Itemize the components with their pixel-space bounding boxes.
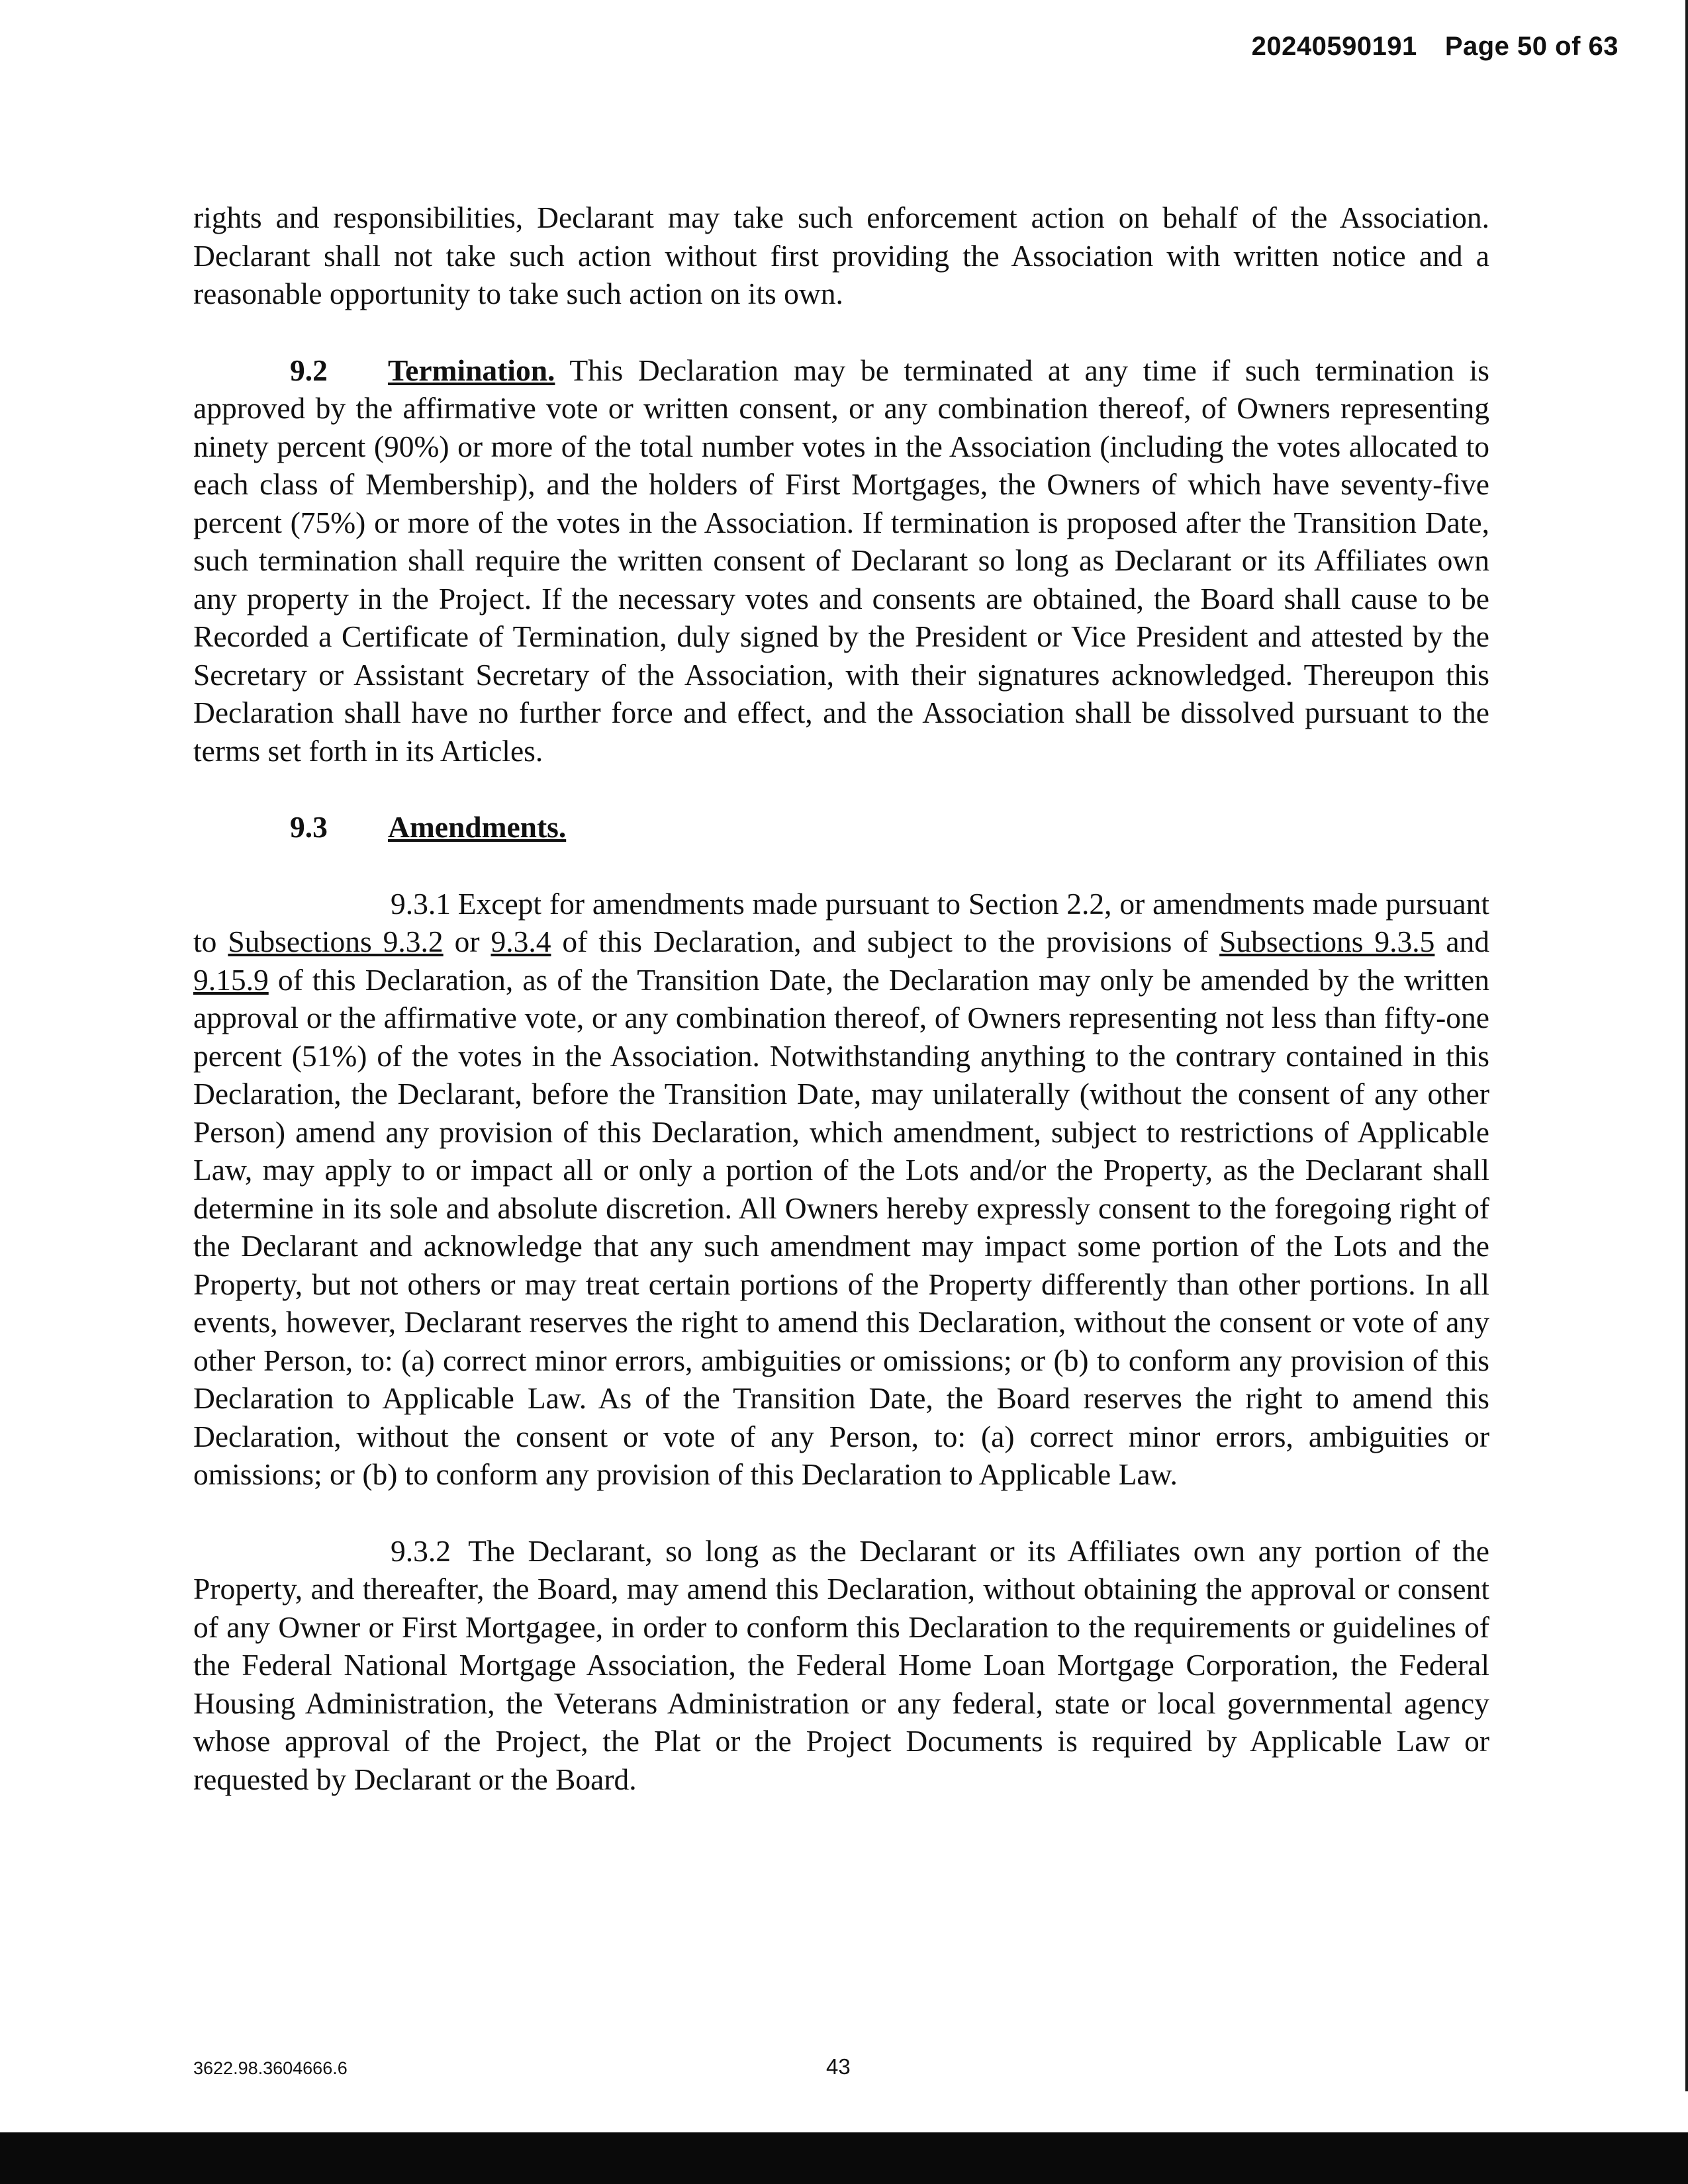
footer-page-number: 43 — [826, 2054, 851, 2079]
subsection-text: Except for amendments made pursuant to Section 2.2, or amendments made pursuant to — [193, 886, 1489, 958]
scan-right-edge — [1685, 0, 1688, 2091]
cross-reference: 9.15.9 — [193, 962, 269, 997]
subsection-number: 9.3.2 — [391, 1533, 451, 1568]
document-number: 20240590191 — [1251, 32, 1417, 61]
continuation-paragraph: rights and responsibilities, Declarant may take such enforcement action on behalf of the Association. Declarant shall not take such action without first providing the Association with written notice and a reasonable opportunity to take such action on its own. — [193, 201, 1489, 310]
section-title: Termination. — [388, 353, 555, 387]
cross-reference: 9.3.4 — [491, 925, 551, 958]
footer-document-id: 3622.98.3604666.6 — [193, 2058, 348, 2078]
section-9-2 — [193, 351, 1489, 770]
page-indicator: Page 50 of 63 — [1444, 32, 1618, 61]
cross-reference: Subsections 9.3.5 — [1219, 925, 1435, 958]
subsection-number: 9.3.1 — [391, 886, 451, 921]
page-header — [1252, 32, 1618, 62]
cross-reference: Subsections 9.3.2 — [228, 925, 444, 958]
section-number: 9.2 — [290, 353, 328, 387]
section-text: This Declaration may be terminated at any time if such termination is approved by the affirmative vote or written consent, or any combination thereof, of Owners representing ninety percent (90%) or more of the total number votes in the Association (including the votes allocated to each class of Membership), and the holders of First Mortgages, the Owners of which have seventy-five percent (75%) or more of the votes in the Association. If termination is proposed after the Transition Date, such termination shall require the written consent of Declarant so long as Declarant or its Affiliates own any property in the Project. If the necessary votes and consents are obtained, the Board shall cause to be Recorded a Certificate of Termination, duly signed by the President or Vice President and attested by the Secretary or Assistant Secretary of the Association, with their signatures acknowledged. Thereupon this Declaration shall have no further force and effect, and the Association shall be dissolved pursuant to the terms set forth in its Articles. — [193, 353, 1489, 768]
scan-bottom-band — [0, 2132, 1688, 2184]
subsection-text: of this Declaration, and subject to the provisions of — [562, 925, 1209, 958]
section-9-3-heading — [193, 808, 1489, 846]
section-title: Amendments. — [388, 810, 567, 844]
document-body — [193, 199, 1489, 1798]
subsection-9-3-2 — [193, 1532, 1489, 1799]
subsection-text: of this Declaration, as of the Transition Date, the Declaration may only be amended by the written approval or the affirmative vote, or any combination thereof, of Owners representing not less than fifty-one percent (51%) of the votes in the Association. Notwithstanding anything to the contrary contained in this Declaration, the Declarant, before the Transition Date, may unilaterally (without the consent of any other Person) amend any provision of this Declaration, which amendment, subject to restrictions of Applicable Law, may apply to or impact all or only a portion of the Lots and/or the Property, as the Declarant shall determine in its sole and absolute discretion. All Owners hereby expressly consent to the foregoing right of the Declarant and acknowledge that any such amendment may impact some portion of the Lots and the Property, but not others or may treat certain portions of the Property differently than other portions. In all events, however, Declarant reserves the right to amend this Declaration, without the consent or vote of any other Person, to: (a) correct minor errors, ambiguities or omissions; or (b) to conform any provision of this Declaration to Applicable Law. As of the Transition Date, the Board reserves the right to amend this Declaration, without the consent or vote of any Person, to: (a) correct minor errors, ambiguities or omissions; or (b) to conform any provision of this Declaration to Applicable Law. — [193, 962, 1489, 1491]
subsection-text: The Declarant, so long as the Declarant or its Affiliates own any portion of the Property, and thereafter, the Board, may amend this Declaration, without obtaining the approval or consent of any Owner or First Mortgagee, in order to conform this Declaration to the requirements or guidelines of the Federal National Mortgage Association, the Federal Home Loan Mortgage Corporation, the Federal Housing Administration, the Veterans Administration or any federal, state or local governmental agency whose approval of the Project, the Plat or the Project Documents is required by Applicable Law or requested by Declarant or the Board. — [193, 1533, 1489, 1796]
subsection-text: or — [454, 925, 480, 958]
subsection-9-3-1 — [193, 885, 1489, 1494]
section-number: 9.3 — [290, 810, 328, 844]
subsection-text: and — [1446, 925, 1490, 958]
